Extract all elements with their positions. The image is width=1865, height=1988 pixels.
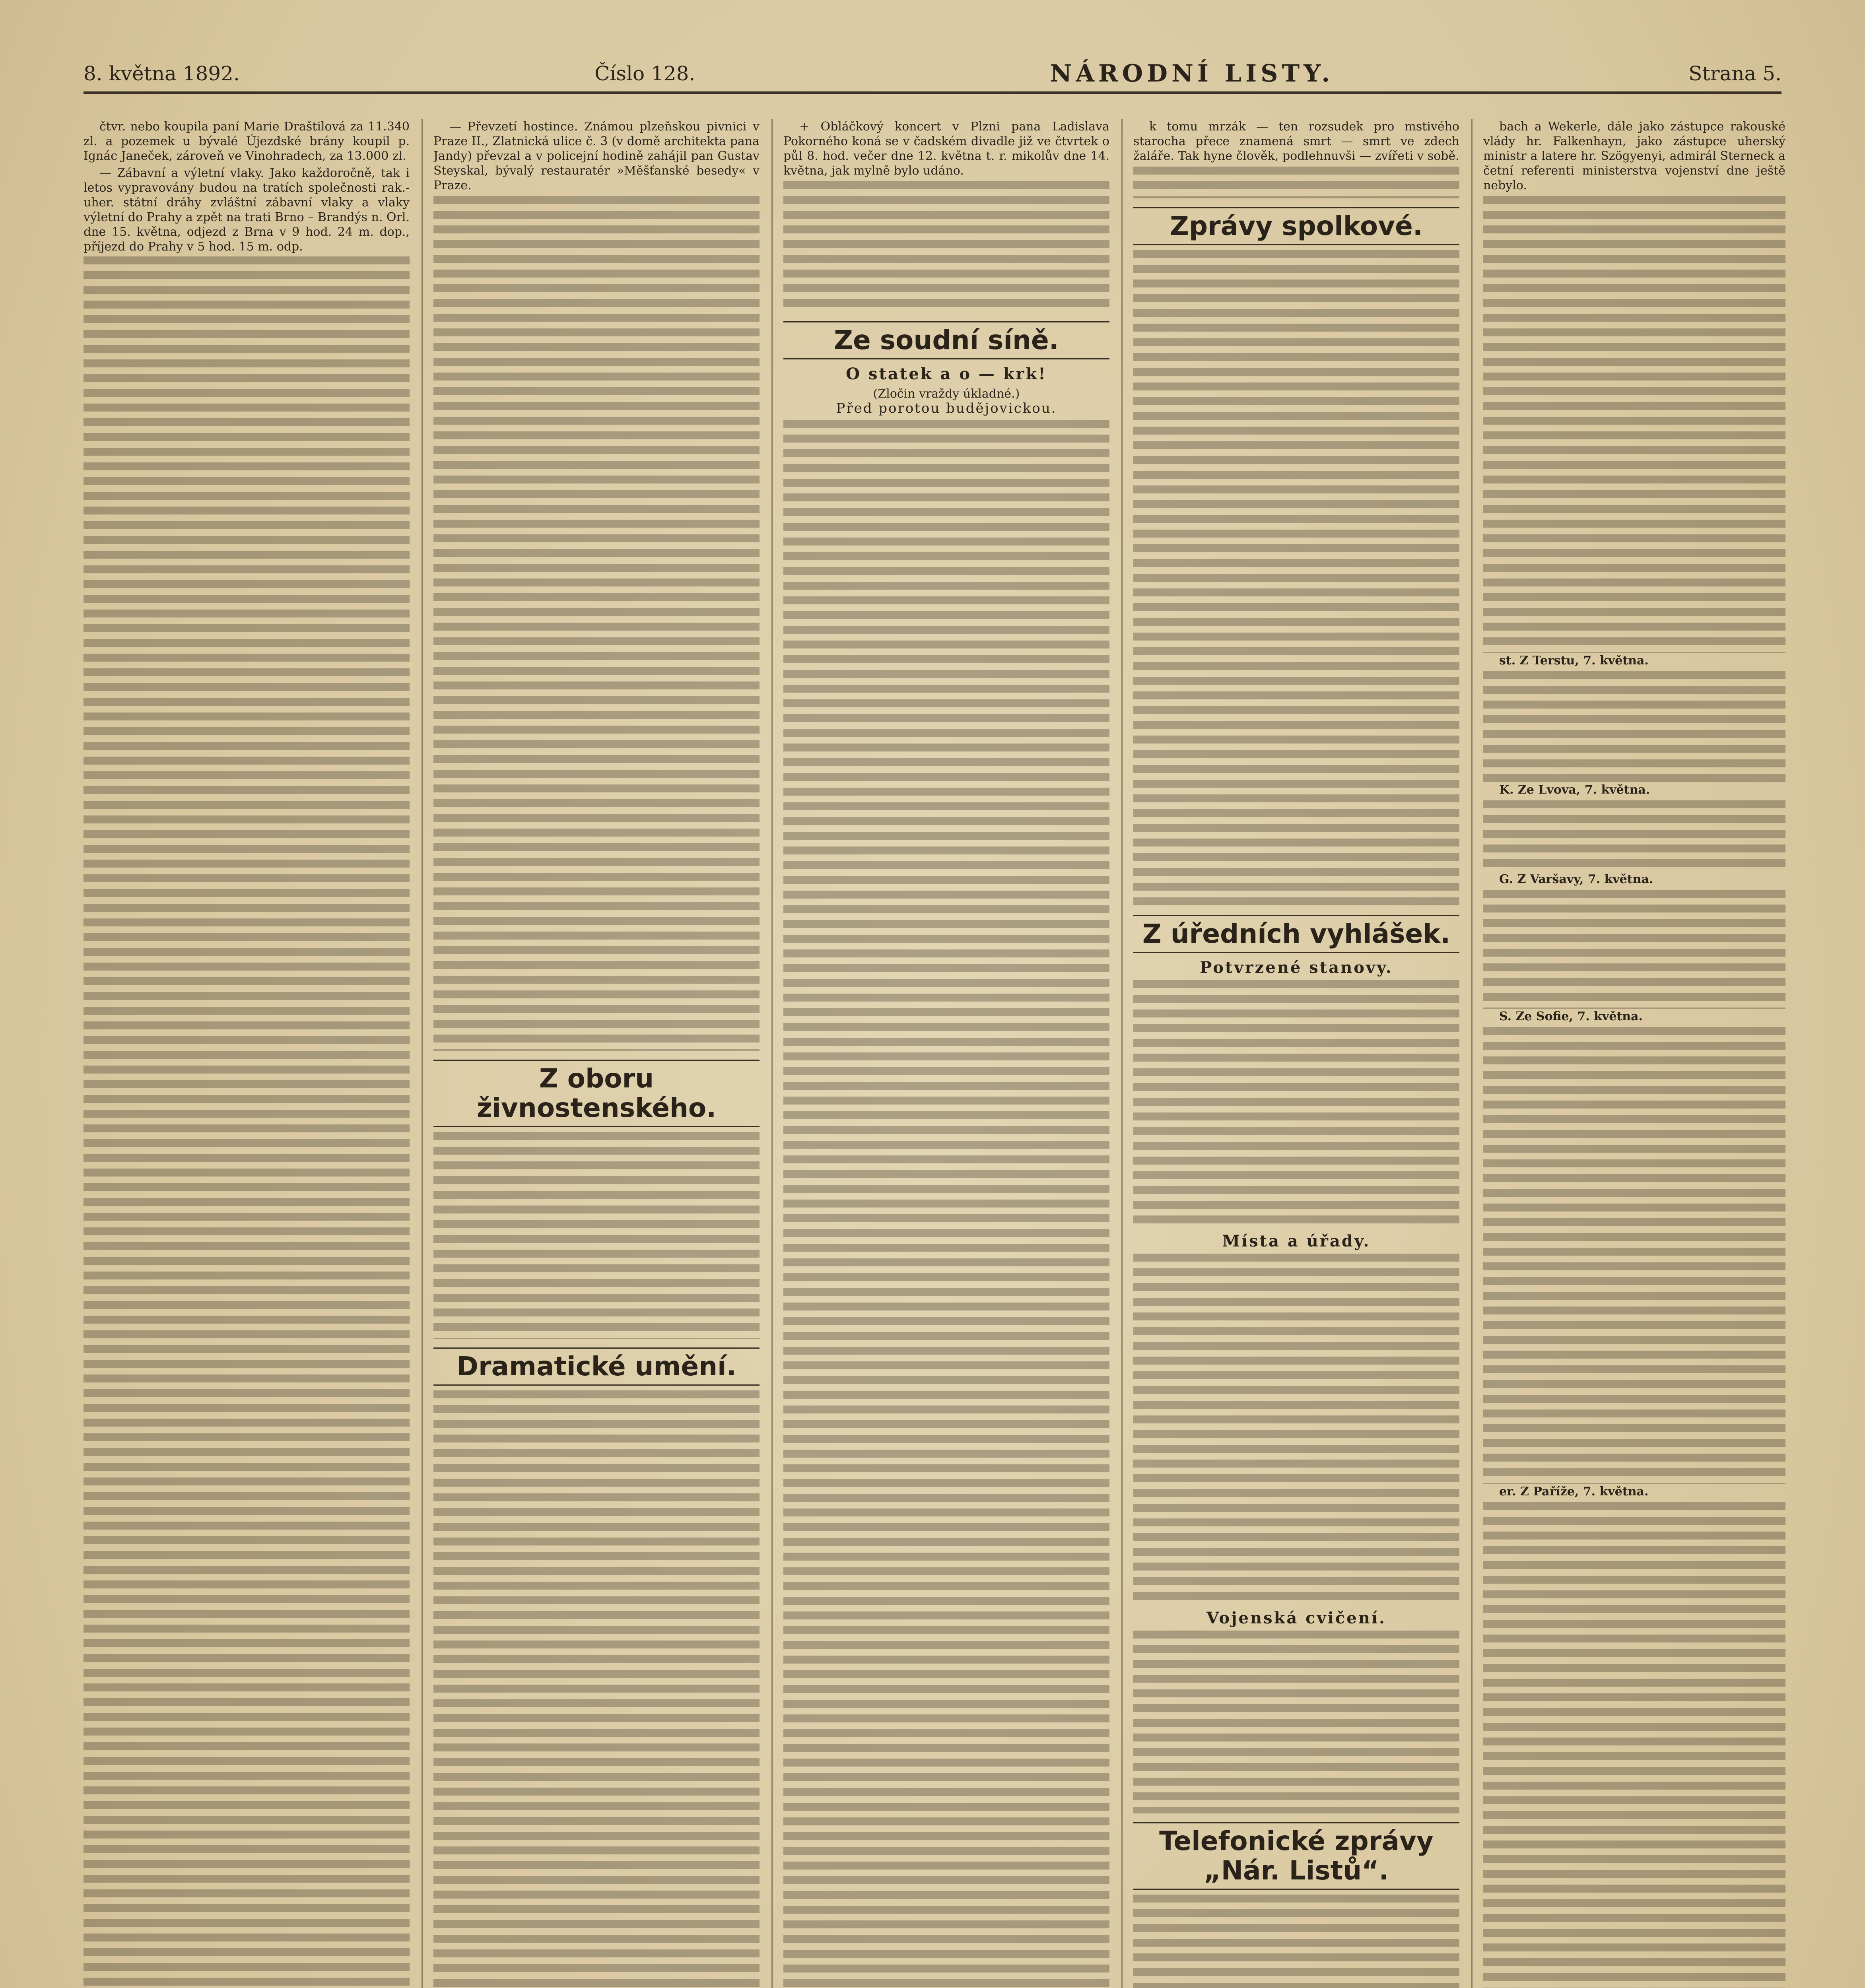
subsection-heading: Místa a úřady.	[1222, 1232, 1371, 1250]
column-rule	[422, 119, 423, 1988]
article-subtitle: (Zločin vraždy úkladné.)	[873, 387, 1020, 401]
body-text	[1483, 671, 1785, 782]
body-text	[84, 256, 410, 1988]
news-dateline: K. Ze Lvova, 7. května.	[1499, 783, 1650, 797]
column-5	[1483, 119, 1785, 1988]
body-text	[433, 1132, 760, 1339]
body-text	[1133, 1254, 1459, 1604]
body-text	[1133, 1895, 1459, 1988]
column-4	[1133, 119, 1459, 1988]
body-text	[433, 1390, 760, 1988]
section-heading: Telefonické zprávy „Nár. Listů“.	[1133, 1822, 1459, 1890]
page-number: Strana 5.	[1688, 62, 1781, 85]
section-heading: Z oboru živnostenského.	[433, 1060, 760, 1127]
body-text	[1483, 800, 1785, 872]
article-paragraph: — Zábavní a výletní vlaky. Jako každoročně, tak i letos vypravovány budou na tratích společnosti rak.-uher. státní dráhy zvláštní zábavní vlaky a vlaky výletní do Prahy a zpět na trati Brno – Brandýs n. Orl. dne 15. května, odjezd z Brna v 9 hod. 24 m. dop., příjezd do Prahy v 5 hod. 15 m. odp.	[84, 166, 410, 254]
subsection-heading: Vojenská cvičení.	[1206, 1609, 1386, 1627]
news-dateline: st. Z Terstu, 7. května.	[1499, 654, 1649, 668]
column-1	[84, 119, 410, 1988]
body-text	[1133, 980, 1459, 1227]
body-text	[1133, 167, 1459, 198]
section-heading: Ze soudní síně.	[783, 321, 1109, 359]
issue-number: Číslo 128.	[594, 62, 695, 85]
body-text	[433, 196, 760, 1051]
article-lead: — Převzetí hostince. Známou plzeňskou pivnici v Praze II., Zlatnická ulice č. 3 (v domě architekta pana Jandy) převzal a v policejní hodině zahájil pan Gustav Steyskal, bývalý restauratér »Měšťanské besedy« v Praze.	[433, 120, 760, 192]
issue-date: 8. května 1892.	[84, 62, 240, 85]
section-heading: Z úředních vyhlášek.	[1133, 915, 1459, 953]
column-rule	[771, 119, 773, 1988]
body-text	[1133, 1631, 1459, 1813]
column-rule	[1121, 119, 1123, 1988]
section-heading: Dramatické umění.	[433, 1347, 760, 1386]
news-dateline: er. Z Paříže, 7. května.	[1499, 1485, 1649, 1499]
article-lead: + Obláčkový koncert v Plzni pana Ladislava Pokorného koná se v čadském divadle již ve čtvrtek o půl 8. hod. večer dne 12. května t. r. mikolův dne 14. května, jak mylně bylo udáno.	[783, 120, 1109, 178]
column-2	[433, 119, 760, 1988]
body-text	[1483, 1027, 1785, 1484]
page-header	[84, 56, 1781, 94]
article-title: O statek a o — krk!	[846, 365, 1047, 383]
body-text	[1483, 196, 1785, 653]
body-text	[1483, 890, 1785, 1009]
article-lead: čtvr. nebo koupila paní Marie Draštilová za 11.340 zl. a pozemek u bývalé Újezdské brány koupil p. Ignác Janeček, zároveň ve Vinohradech, za 13.000 zl.	[84, 120, 410, 163]
masthead: NÁRODNÍ LISTY.	[1050, 60, 1334, 87]
article-subtitle: Před porotou budějovickou.	[836, 400, 1057, 416]
news-dateline: S. Ze Sofie, 7. května.	[1499, 1010, 1643, 1023]
body-text	[783, 420, 1109, 1988]
article-lead: k tomu mrzák — ten rozsudek pro mstivého starocha přece znamená smrt — smrt ve zdech žaláře. Tak hyne člověk, podlehnuvši — zvířeti v sobě.	[1133, 120, 1459, 163]
body-text	[1133, 250, 1459, 906]
column-3	[783, 119, 1109, 1988]
column-rule	[1471, 119, 1473, 1988]
body-text	[1483, 1502, 1785, 1988]
section-heading: Zprávy spolkové.	[1133, 207, 1459, 245]
news-dateline: G. Z Varšavy, 7. května.	[1499, 872, 1653, 886]
body-text	[783, 181, 1109, 313]
article-lead: bach a Wekerle, dále jako zástupce rakouské vlády hr. Falkenhayn, jako zástupce uherský ministr a latere hr. Szögyenyi, admirál Sterneck a četní referenti ministerstva vojenství dne ještě nebylo.	[1483, 120, 1785, 192]
subsection-heading: Potvrzené stanovy.	[1200, 958, 1393, 977]
